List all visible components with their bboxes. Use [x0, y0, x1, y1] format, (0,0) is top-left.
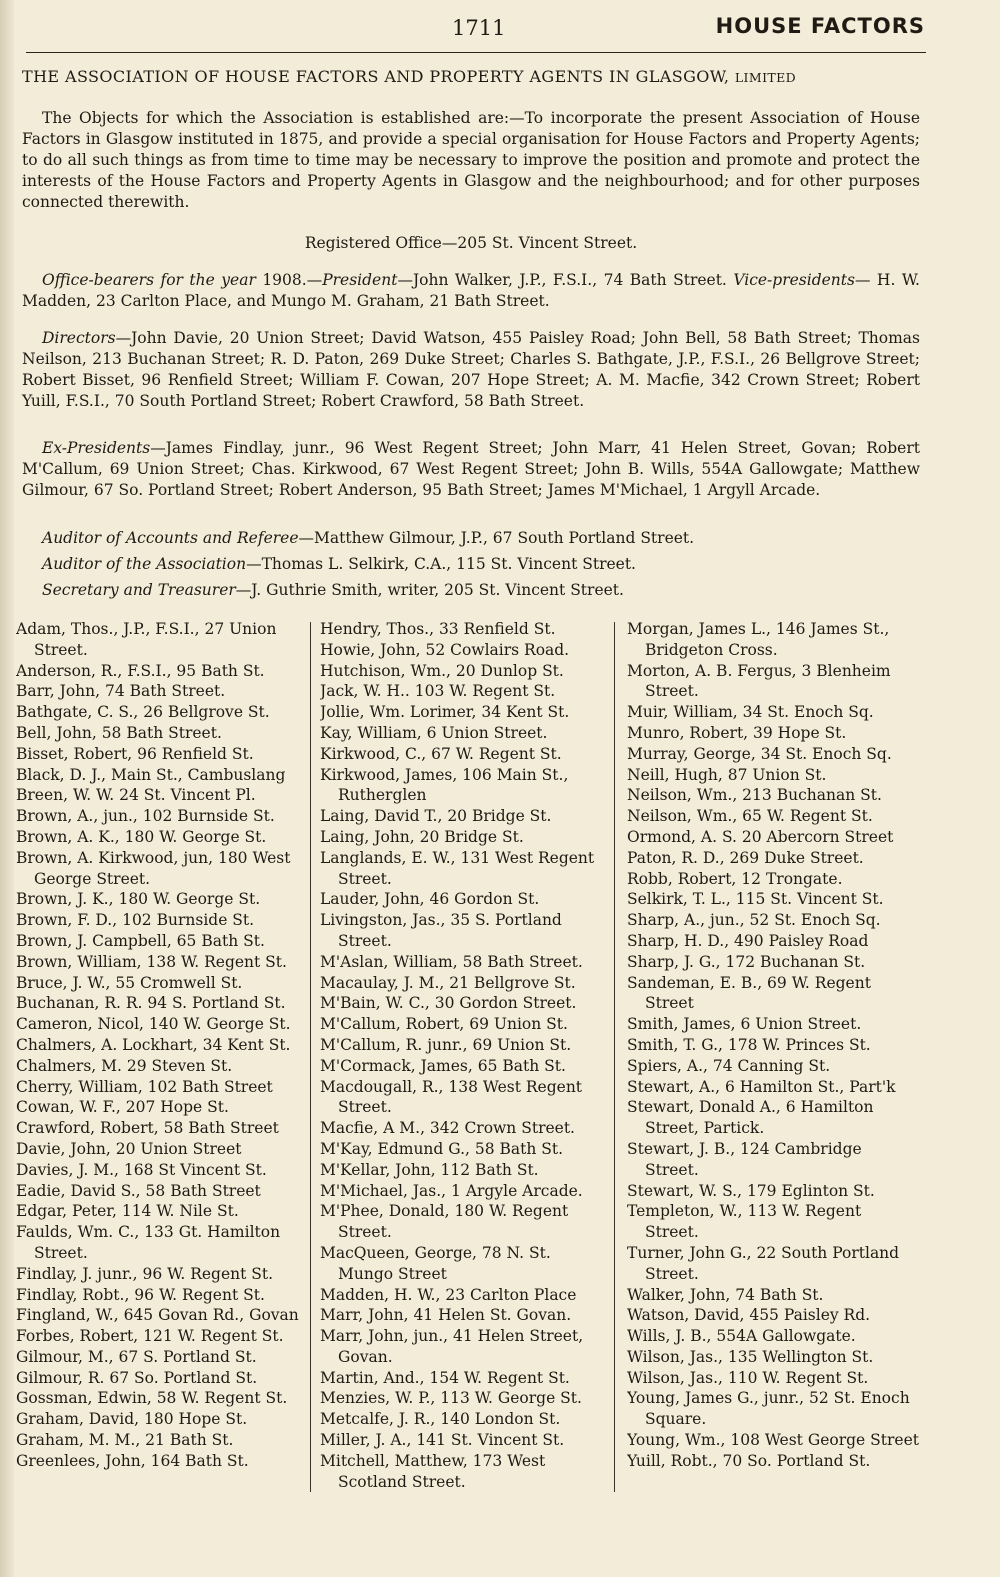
- member-entry: Miller, J. A., 141 St. Vincent St.: [320, 1431, 565, 1450]
- member-entry: Barr, John, 74 Bath Street.: [16, 682, 226, 701]
- member-entry: Forbes, Robert, 121 W. Regent St.: [16, 1327, 284, 1346]
- member-entry: MacQueen, George, 78 N. St. Mungo Street: [320, 1243, 551, 1283]
- secretary-paragraph: [22, 580, 920, 601]
- member-entry: Fingland, W., 645 Govan Rd., Govan: [16, 1306, 299, 1325]
- member-entry: Brown, J. Campbell, 65 Bath St.: [16, 931, 265, 950]
- auditor-accounts-text: —Matthew Gilmour, J.P., 67 South Portland Street.: [298, 529, 695, 547]
- ex-presidents-paragraph: [22, 438, 920, 501]
- member-entry: Young, Wm., 108 West George Street: [627, 1431, 919, 1450]
- ex-presidents-text: —James Findlay, junr., 96 West Regent Street; John Marr, 41 Helen Street, Govan; Robert M'Callum, 69 Union Street; Chas. Kirkwood, 67 West Regent Street; John B. Wills, 554A Gallowgate; Matthew Gilmour, 67 So. Portland Street; Robert Anderson, 95 Bath Street; James M'Michael, 1 Argyll Arcade.: [22, 439, 920, 499]
- member-entry: Neilson, Wm., 213 Buchanan St.: [627, 786, 882, 805]
- member-entry: M'Kay, Edmund G., 58 Bath St.: [320, 1139, 564, 1158]
- member-entry: Graham, M. M., 21 Bath St.: [16, 1431, 234, 1450]
- office-bearers-label: Office-bearers for the year: [42, 271, 256, 289]
- secretary-label: Secretary and Treasurer: [42, 581, 236, 599]
- member-entry: Marr, John, jun., 41 Helen Street, Govan.: [320, 1327, 584, 1366]
- member-entry: Sharp, J. G., 172 Buchanan St.: [627, 952, 866, 971]
- office-bearers-year: 1908.—: [255, 271, 323, 289]
- member-entry: M'Aslan, William, 58 Bath Street.: [320, 952, 583, 971]
- member-entry: Robb, Robert, 12 Trongate.: [627, 869, 843, 888]
- auditor-association-label: Auditor of the Association: [42, 555, 247, 573]
- member-entry: Eadie, David S., 58 Bath Street: [16, 1181, 261, 1200]
- member-entry: Chalmers, A. Lockhart, 34 Kent St.: [16, 1035, 291, 1054]
- member-entry: Sharp, H. D., 490 Paisley Road: [627, 931, 869, 950]
- member-entry: Menzies, W. P., 113 W. George St.: [320, 1389, 582, 1408]
- member-entry: Wills, J. B., 554A Gallowgate.: [627, 1327, 856, 1346]
- member-entry: Findlay, J. junr., 96 W. Regent St.: [16, 1264, 274, 1283]
- member-entry: Kirkwood, James, 106 Main St., Rutherglen: [320, 765, 569, 805]
- directors-block: [22, 328, 920, 412]
- member-entry: Walker, John, 74 Bath St.: [627, 1285, 824, 1304]
- member-entry: Gilmour, R. 67 So. Portland St.: [16, 1368, 258, 1387]
- member-entry: Hutchison, Wm., 20 Dunlop St.: [320, 661, 564, 680]
- member-entry: Mitchell, Matthew, 173 West Scotland Street.: [320, 1451, 546, 1491]
- member-entry: Templeton, W., 113 W. Regent Street.: [627, 1202, 862, 1242]
- auditor-accounts-label: Auditor of Accounts and Referee: [42, 529, 299, 547]
- member-entry: M'Phee, Donald, 180 W. Regent Street.: [320, 1202, 569, 1242]
- member-entry: Adam, Thos., J.P., F.S.I., 27 Union Street.: [16, 620, 277, 659]
- member-entry: Neill, Hugh, 87 Union St.: [627, 765, 827, 784]
- member-entry: Davie, John, 20 Union Street: [16, 1139, 242, 1158]
- header-rule: [26, 52, 926, 53]
- objects-paragraph-block: [22, 108, 920, 213]
- member-entry: Neilson, Wm., 65 W. Regent St.: [627, 807, 873, 826]
- registered-office: Registered Office—205 St. Vincent Street.: [304, 234, 638, 252]
- member-entry: Edgar, Peter, 114 W. Nile St.: [16, 1202, 239, 1221]
- member-entry: Anderson, R., F.S.I., 95 Bath St.: [16, 661, 265, 680]
- member-entry: Brown, A., jun., 102 Burnside St.: [16, 807, 275, 826]
- members-column-1: [16, 619, 304, 1472]
- member-entry: Cameron, Nicol, 140 W. George St.: [16, 1015, 291, 1034]
- member-entry: Livingston, Jas., 35 S. Portland Street.: [320, 911, 562, 950]
- member-entry: Brown, William, 138 W. Regent St.: [16, 952, 287, 971]
- member-entry: Watson, David, 455 Paisley Rd.: [627, 1306, 871, 1325]
- member-entry: Bisset, Robert, 96 Renfield St.: [16, 744, 254, 763]
- auditor-association-block: [22, 554, 920, 575]
- member-entry: M'Cormack, James, 65 Bath St.: [320, 1056, 566, 1075]
- member-entry: Chalmers, M. 29 Steven St.: [16, 1056, 233, 1075]
- member-entry: M'Callum, R. junr., 69 Union St.: [320, 1035, 572, 1054]
- member-entry: Lauder, John, 46 Gordon St.: [320, 890, 540, 909]
- member-entry: Young, James G., junr., 52 St. Enoch Square.: [627, 1389, 910, 1429]
- member-entry: Buchanan, R. R. 94 S. Portland St.: [16, 994, 286, 1013]
- page-spine-shadow: [0, 0, 14, 1577]
- member-entry: Stewart, W. S., 179 Eglinton St.: [627, 1181, 875, 1200]
- member-entry: Marr, John, 41 Helen St. Govan.: [320, 1306, 572, 1325]
- member-entry: Sandeman, E. B., 69 W. Regent Street: [627, 973, 871, 1013]
- auditor-association-text: —Thomas L. Selkirk, C.A., 115 St. Vincent Street.: [246, 555, 636, 573]
- member-entry: Laing, John, 20 Bridge St.: [320, 827, 524, 846]
- member-entry: Jollie, Wm. Lorimer, 34 Kent St.: [320, 703, 570, 722]
- member-entry: Crawford, Robert, 58 Bath Street: [16, 1119, 279, 1138]
- member-entry: Hendry, Thos., 33 Renfield St.: [320, 620, 556, 638]
- member-entry: Howie, John, 52 Cowlairs Road.: [320, 640, 570, 659]
- member-entry: M'Bain, W. C., 30 Gordon Street.: [320, 994, 577, 1013]
- secretary-text: —J. Guthrie Smith, writer, 205 St. Vincent Street.: [235, 581, 624, 599]
- section-title: HOUSE FACTORS: [715, 14, 925, 38]
- member-entry: Gossman, Edwin, 58 W. Regent St.: [16, 1389, 288, 1408]
- member-entry: Turner, John G., 22 South Portland Street.: [627, 1243, 900, 1283]
- member-entry: Faulds, Wm. C., 133 Gt. Hamilton Street.: [16, 1223, 281, 1262]
- member-entry: Smith, James, 6 Union Street.: [627, 1015, 862, 1034]
- member-entry: Stewart, A., 6 Hamilton St., Part'k: [627, 1077, 896, 1096]
- member-entry: Macaulay, J. M., 21 Bellgrove St.: [320, 973, 576, 992]
- association-suffix: LIMITED: [734, 70, 797, 85]
- member-entry: Davies, J. M., 168 St Vincent St.: [16, 1160, 267, 1179]
- member-entry: Morton, A. B. Fergus, 3 Blenheim Street.: [627, 661, 891, 701]
- member-entry: Bell, John, 58 Bath Street.: [16, 723, 222, 742]
- member-entry: Jack, W. H.. 103 W. Regent St.: [320, 682, 556, 701]
- member-entry: Yuill, Robt., 70 So. Portland St.: [627, 1451, 871, 1470]
- member-entry: Metcalfe, J. R., 140 London St.: [320, 1410, 561, 1429]
- member-entry: Langlands, E. W., 131 West Regent Street.: [320, 848, 595, 888]
- member-entry: Brown, J. K., 180 W. George St.: [16, 890, 261, 909]
- vice-presidents-text: — H. W. Madden, 23 Carlton Place, and Mungo M. Graham, 21 Bath Street.: [22, 271, 920, 310]
- member-entry: Munro, Robert, 39 Hope St.: [627, 723, 847, 742]
- member-entry: Muir, William, 34 St. Enoch Sq.: [627, 703, 874, 722]
- member-entry: M'Michael, Jas., 1 Argyle Arcade.: [320, 1181, 583, 1200]
- column-divider-1: [310, 622, 311, 1492]
- member-entry: Bruce, J. W., 55 Cromwell St.: [16, 973, 243, 992]
- office-bearers-block: [22, 270, 920, 312]
- member-entry: Cherry, William, 102 Bath Street: [16, 1077, 273, 1096]
- member-entry: Macfie, A M., 342 Crown Street.: [320, 1119, 575, 1138]
- member-entry: Gilmour, M., 67 S. Portland St.: [16, 1347, 257, 1366]
- member-entry: Black, D. J., Main St., Cambuslang: [16, 765, 286, 784]
- president-text: —John Walker, J.P., F.S.I., 74 Bath Street.: [397, 271, 734, 289]
- president-label: President: [322, 271, 398, 289]
- member-entry: Paton, R. D., 269 Duke Street.: [627, 848, 864, 867]
- member-entry: Brown, F. D., 102 Burnside St.: [16, 911, 255, 930]
- member-entry: Smith, T. G., 178 W. Princes St.: [627, 1035, 871, 1054]
- member-entry: M'Kellar, John, 112 Bath St.: [320, 1160, 539, 1179]
- member-entry: Wilson, Jas., 110 W. Regent St.: [627, 1368, 869, 1387]
- secretary-block: [22, 580, 920, 601]
- member-entry: Graham, David, 180 Hope St.: [16, 1410, 248, 1429]
- objects-paragraph: The Objects for which the Association is established are:—To incorporate the present Association of House Factors in Glasgow instituted in 1875, and provide a special organisation for House Factors and Property Agents; to do all such things as from time to time may be necessary to improve the position and promote and protect the interests of the House Factors and Property Agents in Glasgow and the neighbourhood; and for other purposes connected therewith.: [22, 109, 920, 211]
- page-number: 1711: [452, 16, 506, 40]
- member-entry: Macdougall, R., 138 West Regent Street.: [320, 1077, 583, 1117]
- office-bearers-paragraph: [22, 270, 920, 312]
- auditor-accounts-paragraph: [22, 528, 920, 549]
- member-entry: Morgan, James L., 146 James St., Bridgeton Cross.: [627, 620, 890, 659]
- member-entry: Brown, A. K., 180 W. George St.: [16, 827, 267, 846]
- member-entry: Bathgate, C. S., 26 Bellgrove St.: [16, 703, 270, 722]
- member-entry: Murray, George, 34 St. Enoch Sq.: [627, 744, 892, 763]
- member-entry: Sharp, A., jun., 52 St. Enoch Sq.: [627, 911, 881, 930]
- member-entry: Findlay, Robt., 96 W. Regent St.: [16, 1285, 265, 1304]
- member-entry: Stewart, J. B., 124 Cambridge Street.: [627, 1139, 862, 1179]
- directors-text: —John Davie, 20 Union Street; David Watson, 455 Paisley Road; John Bell, 58 Bath Street; Thomas Neilson, 213 Buchanan Street; R. D. Paton, 269 Duke Street; Charles S. Bathgate, J.P., F.S.I., 26 Bellgrove Street; Robert Bisset, 96 Renfield Street; William F. Cowan, 207 Hope Street; A. M. Macfie, 342 Crown Street; Robert Yuill, F.S.I., 70 South Portland Street; Robert Crawford, 58 Bath Street.: [22, 329, 920, 410]
- member-entry: M'Callum, Robert, 69 Union St.: [320, 1015, 568, 1034]
- member-entry: Madden, H. W., 23 Carlton Place: [320, 1285, 577, 1304]
- auditor-association-paragraph: [22, 554, 920, 575]
- member-entry: Breen, W. W. 24 St. Vincent Pl.: [16, 786, 256, 805]
- ex-presidents-label: Ex-Presidents: [42, 439, 151, 457]
- association-name: THE ASSOCIATION OF HOUSE FACTORS AND PROPERTY AGENTS IN GLASGOW,: [22, 67, 730, 86]
- members-column-3: [627, 619, 919, 1472]
- member-entry: Cowan, W. F., 207 Hope St.: [16, 1098, 229, 1117]
- member-entry: Stewart, Donald A., 6 Hamilton Street, Partick.: [627, 1098, 874, 1138]
- member-entry: Greenlees, John, 164 Bath St.: [16, 1451, 249, 1470]
- association-title: [22, 67, 922, 86]
- directors-paragraph: [22, 328, 920, 412]
- ex-presidents-block: [22, 438, 920, 501]
- vice-presidents-label: Vice-presidents: [733, 271, 855, 289]
- members-column-2: [320, 619, 608, 1492]
- member-entry: Selkirk, T. L., 115 St. Vincent St.: [627, 890, 884, 909]
- member-entry: Martin, And., 154 W. Regent St.: [320, 1368, 570, 1387]
- member-entry: Laing, David T., 20 Bridge St.: [320, 807, 552, 826]
- member-entry: Spiers, A., 74 Canning St.: [627, 1056, 831, 1075]
- member-entry: Wilson, Jas., 135 Wellington St.: [627, 1347, 874, 1366]
- page-header: [20, 12, 925, 48]
- member-entry: Ormond, A. S. 20 Abercorn Street: [627, 827, 894, 846]
- member-entry: Kay, William, 6 Union Street.: [320, 723, 548, 742]
- auditor-accounts-block: [22, 528, 920, 549]
- member-entry: Kirkwood, C., 67 W. Regent St.: [320, 744, 562, 763]
- directors-label: Directors: [42, 329, 116, 347]
- member-entry: Brown, A. Kirkwood, jun, 180 West George Street.: [16, 848, 291, 888]
- column-divider-2: [614, 622, 615, 1492]
